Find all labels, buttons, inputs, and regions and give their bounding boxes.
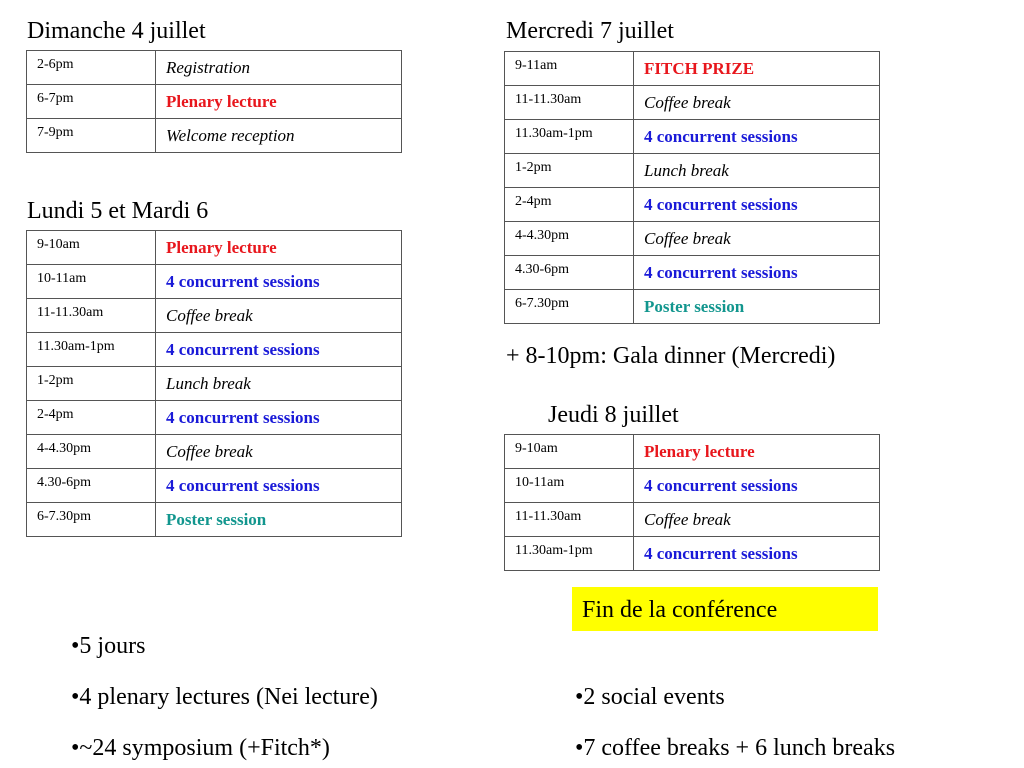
time-slot: 11-11.30am bbox=[505, 86, 634, 120]
time-slot: 2-4pm bbox=[505, 188, 634, 222]
event-name: 4 concurrent sessions bbox=[634, 188, 880, 222]
schedule-row bbox=[505, 188, 880, 222]
event-name: 4 concurrent sessions bbox=[156, 401, 402, 435]
schedule-row bbox=[505, 52, 880, 86]
mon-tue-heading: Lundi 5 et Mardi 6 bbox=[27, 198, 209, 224]
schedule-row bbox=[27, 51, 402, 85]
schedule-row bbox=[505, 256, 880, 290]
time-slot: 1-2pm bbox=[27, 367, 156, 401]
event-name: 4 concurrent sessions bbox=[156, 265, 402, 299]
time-slot: 6-7pm bbox=[27, 85, 156, 119]
time-slot: 6-7.30pm bbox=[27, 503, 156, 537]
schedule-row bbox=[27, 299, 402, 333]
summary-bullet: •7 coffee breaks + 6 lunch breaks bbox=[575, 735, 896, 761]
schedule-row bbox=[27, 435, 402, 469]
time-slot: 10-11am bbox=[505, 469, 634, 503]
time-slot: 11-11.30am bbox=[27, 299, 156, 333]
event-name: Poster session bbox=[156, 503, 402, 537]
schedule-row bbox=[505, 290, 880, 324]
schedule-row bbox=[27, 85, 402, 119]
time-slot: 11-11.30am bbox=[505, 503, 634, 537]
time-slot: 9-10am bbox=[27, 231, 156, 265]
event-name: 4 concurrent sessions bbox=[156, 469, 402, 503]
schedule-row bbox=[505, 222, 880, 256]
event-name: Poster session bbox=[634, 290, 880, 324]
event-name: Plenary lecture bbox=[156, 85, 402, 119]
schedule-row bbox=[505, 469, 880, 503]
schedule-row bbox=[27, 231, 402, 265]
schedule-row bbox=[505, 154, 880, 188]
summary-bullet: •4 plenary lectures (Nei lecture) bbox=[71, 684, 378, 710]
thursday-schedule-table bbox=[504, 434, 880, 571]
sunday-heading: Dimanche 4 juillet bbox=[27, 18, 206, 44]
summary-bullet: •~24 symposium (+Fitch*) bbox=[71, 735, 330, 761]
summary-bullet: •5 jours bbox=[71, 633, 146, 659]
schedule-row bbox=[505, 435, 880, 469]
gala-dinner-note: + 8-10pm: Gala dinner (Mercredi) bbox=[506, 343, 836, 369]
event-name: Coffee break bbox=[156, 435, 402, 469]
time-slot: 11.30am-1pm bbox=[27, 333, 156, 367]
schedule-row bbox=[505, 86, 880, 120]
end-of-conference-banner: Fin de la conférence bbox=[572, 587, 878, 631]
time-slot: 9-11am bbox=[505, 52, 634, 86]
time-slot: 4-4.30pm bbox=[505, 222, 634, 256]
event-name: FITCH PRIZE bbox=[634, 52, 880, 86]
wednesday-heading: Mercredi 7 juillet bbox=[506, 18, 674, 44]
schedule-row bbox=[27, 265, 402, 299]
time-slot: 10-11am bbox=[27, 265, 156, 299]
event-name: Plenary lecture bbox=[634, 435, 880, 469]
mon-tue-schedule-table bbox=[26, 230, 402, 537]
time-slot: 2-6pm bbox=[27, 51, 156, 85]
time-slot: 4-4.30pm bbox=[27, 435, 156, 469]
time-slot: 1-2pm bbox=[505, 154, 634, 188]
schedule-row bbox=[505, 503, 880, 537]
event-name: Coffee break bbox=[156, 299, 402, 333]
time-slot: 4.30-6pm bbox=[27, 469, 156, 503]
event-name: 4 concurrent sessions bbox=[156, 333, 402, 367]
schedule-row bbox=[505, 120, 880, 154]
time-slot: 7-9pm bbox=[27, 119, 156, 153]
event-name: Coffee break bbox=[634, 222, 880, 256]
event-name: Coffee break bbox=[634, 503, 880, 537]
sunday-schedule-table bbox=[26, 50, 402, 153]
event-name: Lunch break bbox=[634, 154, 880, 188]
schedule-row bbox=[27, 503, 402, 537]
thursday-heading: Jeudi 8 juillet bbox=[548, 402, 679, 428]
event-name: Plenary lecture bbox=[156, 231, 402, 265]
event-name: Lunch break bbox=[156, 367, 402, 401]
time-slot: 2-4pm bbox=[27, 401, 156, 435]
event-name: 4 concurrent sessions bbox=[634, 537, 880, 571]
summary-bullet: •2 social events bbox=[575, 684, 725, 710]
schedule-row bbox=[27, 333, 402, 367]
time-slot: 9-10am bbox=[505, 435, 634, 469]
event-name: 4 concurrent sessions bbox=[634, 120, 880, 154]
schedule-row bbox=[505, 537, 880, 571]
event-name: 4 concurrent sessions bbox=[634, 256, 880, 290]
wednesday-schedule-table bbox=[504, 51, 880, 324]
event-name: Coffee break bbox=[634, 86, 880, 120]
event-name: 4 concurrent sessions bbox=[634, 469, 880, 503]
event-name: Welcome reception bbox=[156, 119, 402, 153]
schedule-row bbox=[27, 367, 402, 401]
time-slot: 4.30-6pm bbox=[505, 256, 634, 290]
schedule-row bbox=[27, 469, 402, 503]
time-slot: 11.30am-1pm bbox=[505, 537, 634, 571]
event-name: Registration bbox=[156, 51, 402, 85]
schedule-row bbox=[27, 119, 402, 153]
schedule-row bbox=[27, 401, 402, 435]
time-slot: 11.30am-1pm bbox=[505, 120, 634, 154]
time-slot: 6-7.30pm bbox=[505, 290, 634, 324]
